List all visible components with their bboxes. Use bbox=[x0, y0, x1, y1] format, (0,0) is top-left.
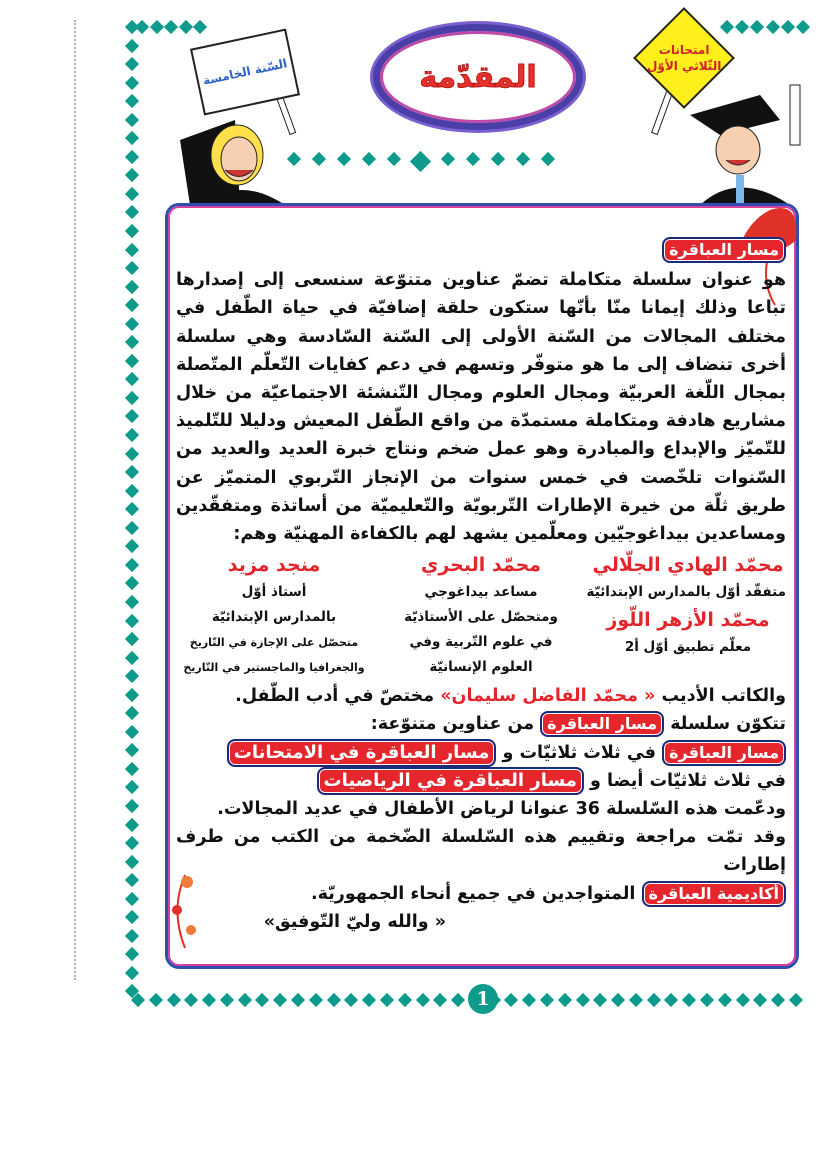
author-1 bbox=[586, 550, 786, 680]
diamond-ornament bbox=[193, 20, 207, 34]
diamond-ornament bbox=[410, 151, 431, 172]
diamond-ornament bbox=[682, 993, 696, 1007]
author-desc: معلّم تطبيق أوّل أ2 bbox=[624, 639, 752, 656]
series-suffix: من عناوين متنوّعة: bbox=[370, 714, 535, 735]
diamond-ornament bbox=[125, 929, 139, 943]
author-desc: في علوم التّربية وفي bbox=[409, 634, 553, 651]
series-1-line bbox=[176, 739, 786, 767]
author-desc: والجغرافيا والماجستير في التّاريخ bbox=[183, 661, 365, 675]
diamond-ornament bbox=[362, 152, 376, 166]
diamond-ornament bbox=[125, 484, 139, 498]
introduction-body bbox=[176, 236, 786, 936]
author-name: محمّد الأزهر اللّوز bbox=[606, 609, 770, 632]
author-name: منجد مزيد bbox=[227, 554, 321, 577]
diamond-ornament bbox=[125, 298, 139, 312]
diamond-ornament bbox=[125, 113, 139, 127]
diamond-ornament bbox=[312, 152, 326, 166]
writer-name: « محمّد الفاضل سليمان» bbox=[440, 686, 656, 707]
scan-margin-line bbox=[74, 20, 76, 980]
academy-highlight: أكاديمية العباقرة bbox=[642, 881, 786, 907]
diamond-ornament bbox=[700, 993, 714, 1007]
authors-list bbox=[176, 550, 786, 680]
diamond-ornament bbox=[796, 20, 810, 34]
diamond-ornament bbox=[344, 993, 358, 1007]
diamond-ornament bbox=[540, 993, 554, 1007]
diamond-ornament bbox=[273, 993, 287, 1007]
diamond-ornament bbox=[558, 993, 572, 1007]
diamond-ornament bbox=[380, 993, 394, 1007]
brand-highlight: مسار العباقرة bbox=[540, 711, 664, 737]
diamond-ornament bbox=[309, 993, 323, 1007]
exam-label bbox=[647, 42, 721, 74]
brand-row bbox=[176, 236, 786, 264]
diamond-ornament bbox=[735, 20, 749, 34]
diamond-ornament bbox=[178, 20, 192, 34]
diamond-ornament bbox=[125, 966, 139, 980]
grade-label: السّنة الخامسة bbox=[201, 56, 289, 88]
diamond-ornament bbox=[125, 910, 139, 924]
diamond-ornament bbox=[750, 20, 764, 34]
writer-prefix: والكاتب الأديب bbox=[661, 686, 786, 707]
diamond-ornament bbox=[125, 335, 139, 349]
diamond-ornament bbox=[125, 688, 139, 702]
series-line bbox=[176, 710, 786, 738]
diamond-ornament bbox=[125, 873, 139, 887]
diamond-ornament bbox=[125, 762, 139, 776]
diamond-ornament bbox=[125, 465, 139, 479]
diamond-ornament bbox=[149, 993, 163, 1007]
series-2-text: في ثلاث ثلاثيّات أيضا و bbox=[590, 770, 786, 791]
diamond-ornament bbox=[125, 947, 139, 961]
series-2-line bbox=[176, 767, 786, 795]
diamond-ornament bbox=[125, 539, 139, 553]
title-diamonds bbox=[289, 154, 553, 169]
diamond-ornament bbox=[184, 993, 198, 1007]
diamond-ornament bbox=[125, 57, 139, 71]
diamond-ornament bbox=[135, 20, 149, 34]
diamond-ornament bbox=[125, 150, 139, 164]
diamond-ornament bbox=[125, 242, 139, 256]
diamond-ornament bbox=[125, 558, 139, 572]
diamond-ornament bbox=[765, 20, 779, 34]
author-desc: العلوم الإنسانيّة bbox=[429, 659, 533, 676]
series-1-text: في ثلاث ثلاثيّات و bbox=[502, 742, 656, 763]
diamond-ornament bbox=[398, 993, 412, 1007]
review-line: وقد تمّت مراجعة وتقييم هذه السّلسلة الضّخمة من الكتب من طرف إطارات bbox=[176, 827, 786, 876]
diamond-ornament bbox=[125, 76, 139, 90]
author-desc: بالمدارس الإبتدائيّة bbox=[211, 609, 337, 626]
page-title: المقدّمة bbox=[419, 59, 537, 95]
diamond-ornament bbox=[164, 20, 178, 34]
diamond-ornament bbox=[291, 993, 305, 1007]
diamond-ornament bbox=[611, 993, 625, 1007]
diamond-ornament bbox=[125, 799, 139, 813]
diamond-ornament bbox=[125, 595, 139, 609]
diamond-ornament bbox=[647, 993, 661, 1007]
diamond-ornament bbox=[125, 743, 139, 757]
diamond-ornament bbox=[125, 447, 139, 461]
diamond-ornament bbox=[166, 993, 180, 1007]
diamond-ornament bbox=[125, 94, 139, 108]
author-desc: متفقّد أوّل بالمدارس الإبتدائيّة bbox=[586, 584, 786, 601]
series-3-highlight: مسار العباقرة في الرياضيات bbox=[317, 767, 584, 795]
diamond-ornament bbox=[125, 706, 139, 720]
author-desc: أستاذ أوّل bbox=[241, 584, 307, 601]
diamond-ornament bbox=[491, 152, 505, 166]
series-prefix: تتكوّن سلسلة bbox=[670, 714, 786, 735]
diamond-ornament bbox=[125, 261, 139, 275]
diamond-ornament bbox=[125, 354, 139, 368]
diamond-ornament bbox=[753, 993, 767, 1007]
diamond-ornament bbox=[125, 613, 139, 627]
diamond-ornament bbox=[327, 993, 341, 1007]
diamond-ornament bbox=[125, 168, 139, 182]
author-3 bbox=[176, 550, 372, 680]
brand-highlight: مسار العباقرة bbox=[662, 237, 786, 263]
diamond-ornament bbox=[781, 20, 795, 34]
closing-line: « والله وليّ التّوفيق» bbox=[263, 911, 446, 932]
diamond-ornament bbox=[125, 502, 139, 516]
girl-graduate-illustration bbox=[165, 95, 305, 205]
diamond-ornament bbox=[149, 20, 163, 34]
diamond-ornament bbox=[125, 280, 139, 294]
top-left-diamonds bbox=[137, 22, 205, 32]
diamond-ornament bbox=[522, 993, 536, 1007]
diamond-ornament bbox=[125, 725, 139, 739]
diamond-ornament bbox=[789, 993, 803, 1007]
diamond-ornament bbox=[125, 836, 139, 850]
diamond-ornament bbox=[125, 131, 139, 145]
diamond-ornament bbox=[125, 187, 139, 201]
diamond-ornament bbox=[125, 576, 139, 590]
author-2 bbox=[383, 550, 579, 680]
title-oval bbox=[373, 24, 583, 130]
diamond-ornament bbox=[125, 651, 139, 665]
diamond-ornament bbox=[125, 224, 139, 238]
diamond-ornament bbox=[125, 855, 139, 869]
writer-line bbox=[176, 682, 786, 710]
series-1-highlight: مسار العباقرة bbox=[662, 740, 786, 766]
academy-text: المتواجدين في جميع أنحاء الجمهوريّة. bbox=[310, 883, 636, 904]
academy-line bbox=[176, 880, 786, 908]
writer-suffix: مختصّ في أدب الطّفل. bbox=[235, 686, 435, 707]
diamond-ornament bbox=[451, 993, 465, 1007]
diamond-ornament bbox=[220, 993, 234, 1007]
page-number: 1 bbox=[468, 984, 498, 1014]
intro-text: هو عنوان سلسلة متكاملة تضمّ عناوين متنوّعة سنسعى إلى إصدارها تباعا وذلك إيمانا منّا بأنّها ستكون حلقة إضافيّة في حياة الطّفل في مختلف المجالات من السّنة الأولى إلى السّنة السّادسة وهي سلسلة أخرى تنضاف إلى ما هو متوفّر وتسهم في دعم كفايات التّعلّم المتّصلة بمجال اللّغة العربيّة ومجال العلوم ومجال التّنشئة الاجتماعيّة من خلال مشاريع هادفة ومتكاملة مستمدّة من واقع الطّفل المعيش ودليلا للتّلميذ للتّميّز والإبداع والمبادرة وهو عمل ضخم ونتاج خبرة العديد والعديد من السّنوات تلخّصت في خمس سنوات من الإنجاز التّربوي المتميّز عن طريق ثلّة من خيرة الإطارات التّربويّة والتّعليميّة من أساتذة ومتفقّدين ومساعدين بيداغوجيّين ومعلّمين يشهد لهم بالكفاءة المهنيّة وهم: bbox=[176, 270, 786, 545]
diamond-ornament bbox=[125, 780, 139, 794]
diamond-ornament bbox=[504, 993, 518, 1007]
diamond-ornament bbox=[125, 892, 139, 906]
diamond-ornament bbox=[433, 993, 447, 1007]
diamond-ornament bbox=[441, 152, 455, 166]
diamond-ornament bbox=[575, 993, 589, 1007]
author-name: محمّد البحري bbox=[420, 554, 542, 577]
diamond-ornament bbox=[415, 993, 429, 1007]
diamond-ornament bbox=[362, 993, 376, 1007]
author-desc: ومتحصّل على الأستاذيّة bbox=[404, 609, 558, 626]
author-desc: متحصّل على الإجازة في التّاريخ bbox=[189, 636, 359, 650]
diamond-ornament bbox=[466, 152, 480, 166]
diamond-ornament bbox=[125, 428, 139, 442]
diamond-ornament bbox=[125, 391, 139, 405]
series-2-highlight: مسار العباقرة في الامتحانات bbox=[227, 739, 497, 767]
author-desc: مساعد بيداغوجي bbox=[424, 584, 538, 601]
diamond-ornament bbox=[125, 205, 139, 219]
bottom-diamond-border bbox=[133, 995, 801, 1005]
diamond-ornament bbox=[720, 20, 734, 34]
diamond-ornament bbox=[337, 152, 351, 166]
diamond-ornament bbox=[125, 372, 139, 386]
support-line: ودعّمت هذه السّلسلة 36 عنوانا لرياض الأطفال في عديد المجالات. bbox=[217, 799, 786, 820]
diamond-ornament bbox=[125, 317, 139, 331]
exam-label-line2: الثّلاثي الأوّل bbox=[646, 59, 722, 73]
diamond-ornament bbox=[735, 993, 749, 1007]
diamond-ornament bbox=[125, 38, 139, 52]
diamond-ornament bbox=[541, 152, 555, 166]
diamond-ornament bbox=[386, 152, 400, 166]
top-right-diamonds bbox=[722, 22, 808, 32]
left-diamond-border bbox=[127, 22, 141, 997]
diamond-ornament bbox=[629, 993, 643, 1007]
diamond-ornament bbox=[125, 521, 139, 535]
exam-label-line1: امتحانات bbox=[658, 43, 710, 57]
diamond-ornament bbox=[593, 993, 607, 1007]
diamond-ornament bbox=[664, 993, 678, 1007]
diamond-ornament bbox=[125, 669, 139, 683]
diamond-ornament bbox=[202, 993, 216, 1007]
diamond-ornament bbox=[771, 993, 785, 1007]
diamond-ornament bbox=[125, 817, 139, 831]
diamond-ornament bbox=[125, 409, 139, 423]
diamond-ornament bbox=[125, 632, 139, 646]
diamond-ornament bbox=[238, 993, 252, 1007]
diamond-ornament bbox=[516, 152, 530, 166]
author-name: محمّد الهادي الجلّالي bbox=[592, 554, 784, 577]
diamond-ornament bbox=[255, 993, 269, 1007]
diamond-ornament bbox=[718, 993, 732, 1007]
diamond-ornament bbox=[131, 993, 145, 1007]
